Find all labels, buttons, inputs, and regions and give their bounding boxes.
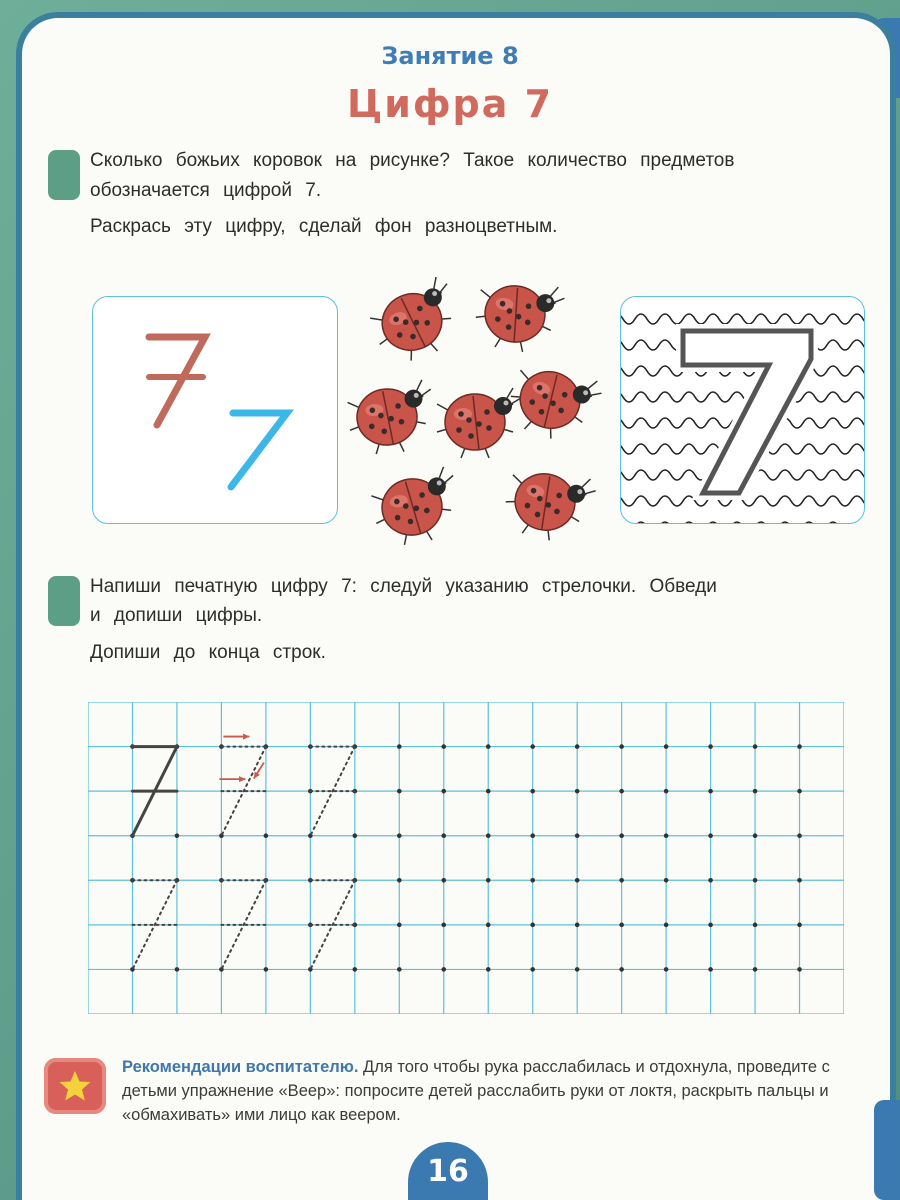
star-icon — [58, 1069, 92, 1103]
guide-dot — [664, 789, 669, 794]
guide-dot — [664, 878, 669, 883]
guide-dot — [708, 744, 713, 749]
guide-dot — [486, 789, 491, 794]
guide-dot — [441, 878, 446, 883]
task-1-line-3: Раскрась эту цифру, сделай фон разноцветным. — [90, 216, 558, 237]
writing-grid-svg — [88, 702, 844, 1014]
guide-dot — [575, 967, 580, 972]
guide-dot — [753, 878, 758, 883]
guide-dot — [530, 789, 535, 794]
guide-dot — [397, 789, 402, 794]
wavy-line — [621, 522, 865, 524]
tip-badge — [44, 1058, 106, 1114]
direction-arrow-icon — [219, 776, 245, 782]
guide-dot — [575, 923, 580, 928]
guide-dot — [486, 967, 491, 972]
guide-dot — [575, 878, 580, 883]
guide-dot — [575, 744, 580, 749]
guide-dot — [797, 967, 802, 972]
guide-dot — [353, 967, 358, 972]
guide-dot — [397, 833, 402, 838]
guide-dot — [708, 833, 713, 838]
seven-stroke — [221, 880, 265, 969]
writing-grid[interactable] — [88, 702, 844, 1014]
guide-dot — [664, 923, 669, 928]
guide-dot — [486, 744, 491, 749]
guide-dot — [486, 833, 491, 838]
task-1-line-2: обозначается цифрой 7. — [90, 180, 322, 201]
digit-example-card — [92, 296, 338, 524]
guide-dot — [753, 833, 758, 838]
guide-dot — [797, 923, 802, 928]
guide-dot — [264, 833, 269, 838]
task-2-line-3: Допиши до конца строк. — [90, 642, 326, 663]
ladybug — [499, 459, 598, 548]
guide-dot — [530, 833, 535, 838]
ladybugs-illustration — [345, 262, 610, 552]
guide-dot — [664, 967, 669, 972]
direction-arrow-icon — [254, 763, 264, 779]
task-2-marker — [48, 576, 80, 626]
digit-seven-examples — [93, 297, 339, 525]
ladybug — [369, 466, 464, 550]
page-number: 16 — [427, 1153, 469, 1189]
guide-dot — [797, 744, 802, 749]
guide-dot — [708, 923, 713, 928]
guide-dot — [708, 789, 713, 794]
task-1-marker — [48, 150, 80, 200]
guide-dot — [619, 789, 624, 794]
guide-dot — [264, 967, 269, 972]
side-tab-bottom — [874, 1100, 900, 1200]
guide-dot — [530, 967, 535, 972]
guide-dot — [753, 744, 758, 749]
lesson-label: Занятие 8 — [381, 42, 519, 70]
guide-dot — [486, 878, 491, 883]
guide-dot — [397, 878, 402, 883]
printed-seven — [231, 413, 287, 487]
task-2-line-2: и допиши цифры. — [90, 605, 263, 626]
task-1-line-1: Сколько божьих коровок на рисунке? Такое количество предметов — [90, 150, 735, 171]
ladybug — [437, 388, 521, 458]
seven-stroke — [310, 880, 354, 969]
guide-dot — [397, 967, 402, 972]
guide-dot — [708, 878, 713, 883]
ladybugs-svg — [345, 262, 610, 552]
guide-dot — [797, 789, 802, 794]
guide-dot — [619, 833, 624, 838]
guide-dot — [441, 967, 446, 972]
tip-text — [122, 1055, 834, 1127]
guide-dot — [530, 878, 535, 883]
guide-dot — [441, 744, 446, 749]
lesson-title: Цифра 7 — [346, 82, 554, 126]
guide-dot — [397, 744, 402, 749]
direction-arrow-icon — [223, 734, 249, 740]
seven-stroke — [132, 747, 176, 836]
handwritten-seven — [149, 337, 205, 425]
tip-body: Для того чтобы рука расслабилась и отдохнула, проведите с детьми упражнение «Веер»: попросите детей расслабить руки от локтя, раскрыть пальцы и «обмахивать» ими лицо как веером. — [122, 1058, 830, 1124]
guide-dot — [530, 923, 535, 928]
guide-dot — [575, 833, 580, 838]
wavy-line — [621, 314, 865, 324]
ladybug — [365, 274, 468, 369]
guide-dot — [619, 744, 624, 749]
guide-dot — [441, 789, 446, 794]
guide-dot — [486, 923, 491, 928]
seven-stroke — [310, 747, 354, 836]
guide-dot — [175, 833, 180, 838]
guide-dot — [175, 967, 180, 972]
outline-digit-card — [620, 296, 865, 524]
ladybug — [502, 355, 605, 450]
guide-dot — [753, 923, 758, 928]
guide-dot — [708, 967, 713, 972]
tip-heading: Рекомендации воспитателю. — [122, 1058, 359, 1076]
guide-dot — [619, 878, 624, 883]
guide-dot — [753, 967, 758, 972]
guide-dot — [397, 923, 402, 928]
seven-stroke — [132, 880, 176, 969]
ladybug — [471, 274, 566, 358]
seven-stroke — [221, 747, 265, 836]
guide-dot — [575, 789, 580, 794]
wavy-background — [621, 297, 865, 524]
guide-dot — [619, 923, 624, 928]
outline-seven — [683, 331, 811, 493]
ladybug — [346, 379, 436, 456]
guide-dot — [353, 833, 358, 838]
guide-dot — [619, 967, 624, 972]
guide-dot — [664, 833, 669, 838]
guide-dot — [797, 833, 802, 838]
guide-dot — [530, 744, 535, 749]
guide-dot — [753, 789, 758, 794]
task-2-line-1: Напиши печатную цифру 7: следуй указанию стрелочки. Обведи — [90, 576, 717, 597]
guide-dot — [664, 744, 669, 749]
guide-dot — [441, 833, 446, 838]
guide-dot — [797, 878, 802, 883]
guide-dot — [441, 923, 446, 928]
